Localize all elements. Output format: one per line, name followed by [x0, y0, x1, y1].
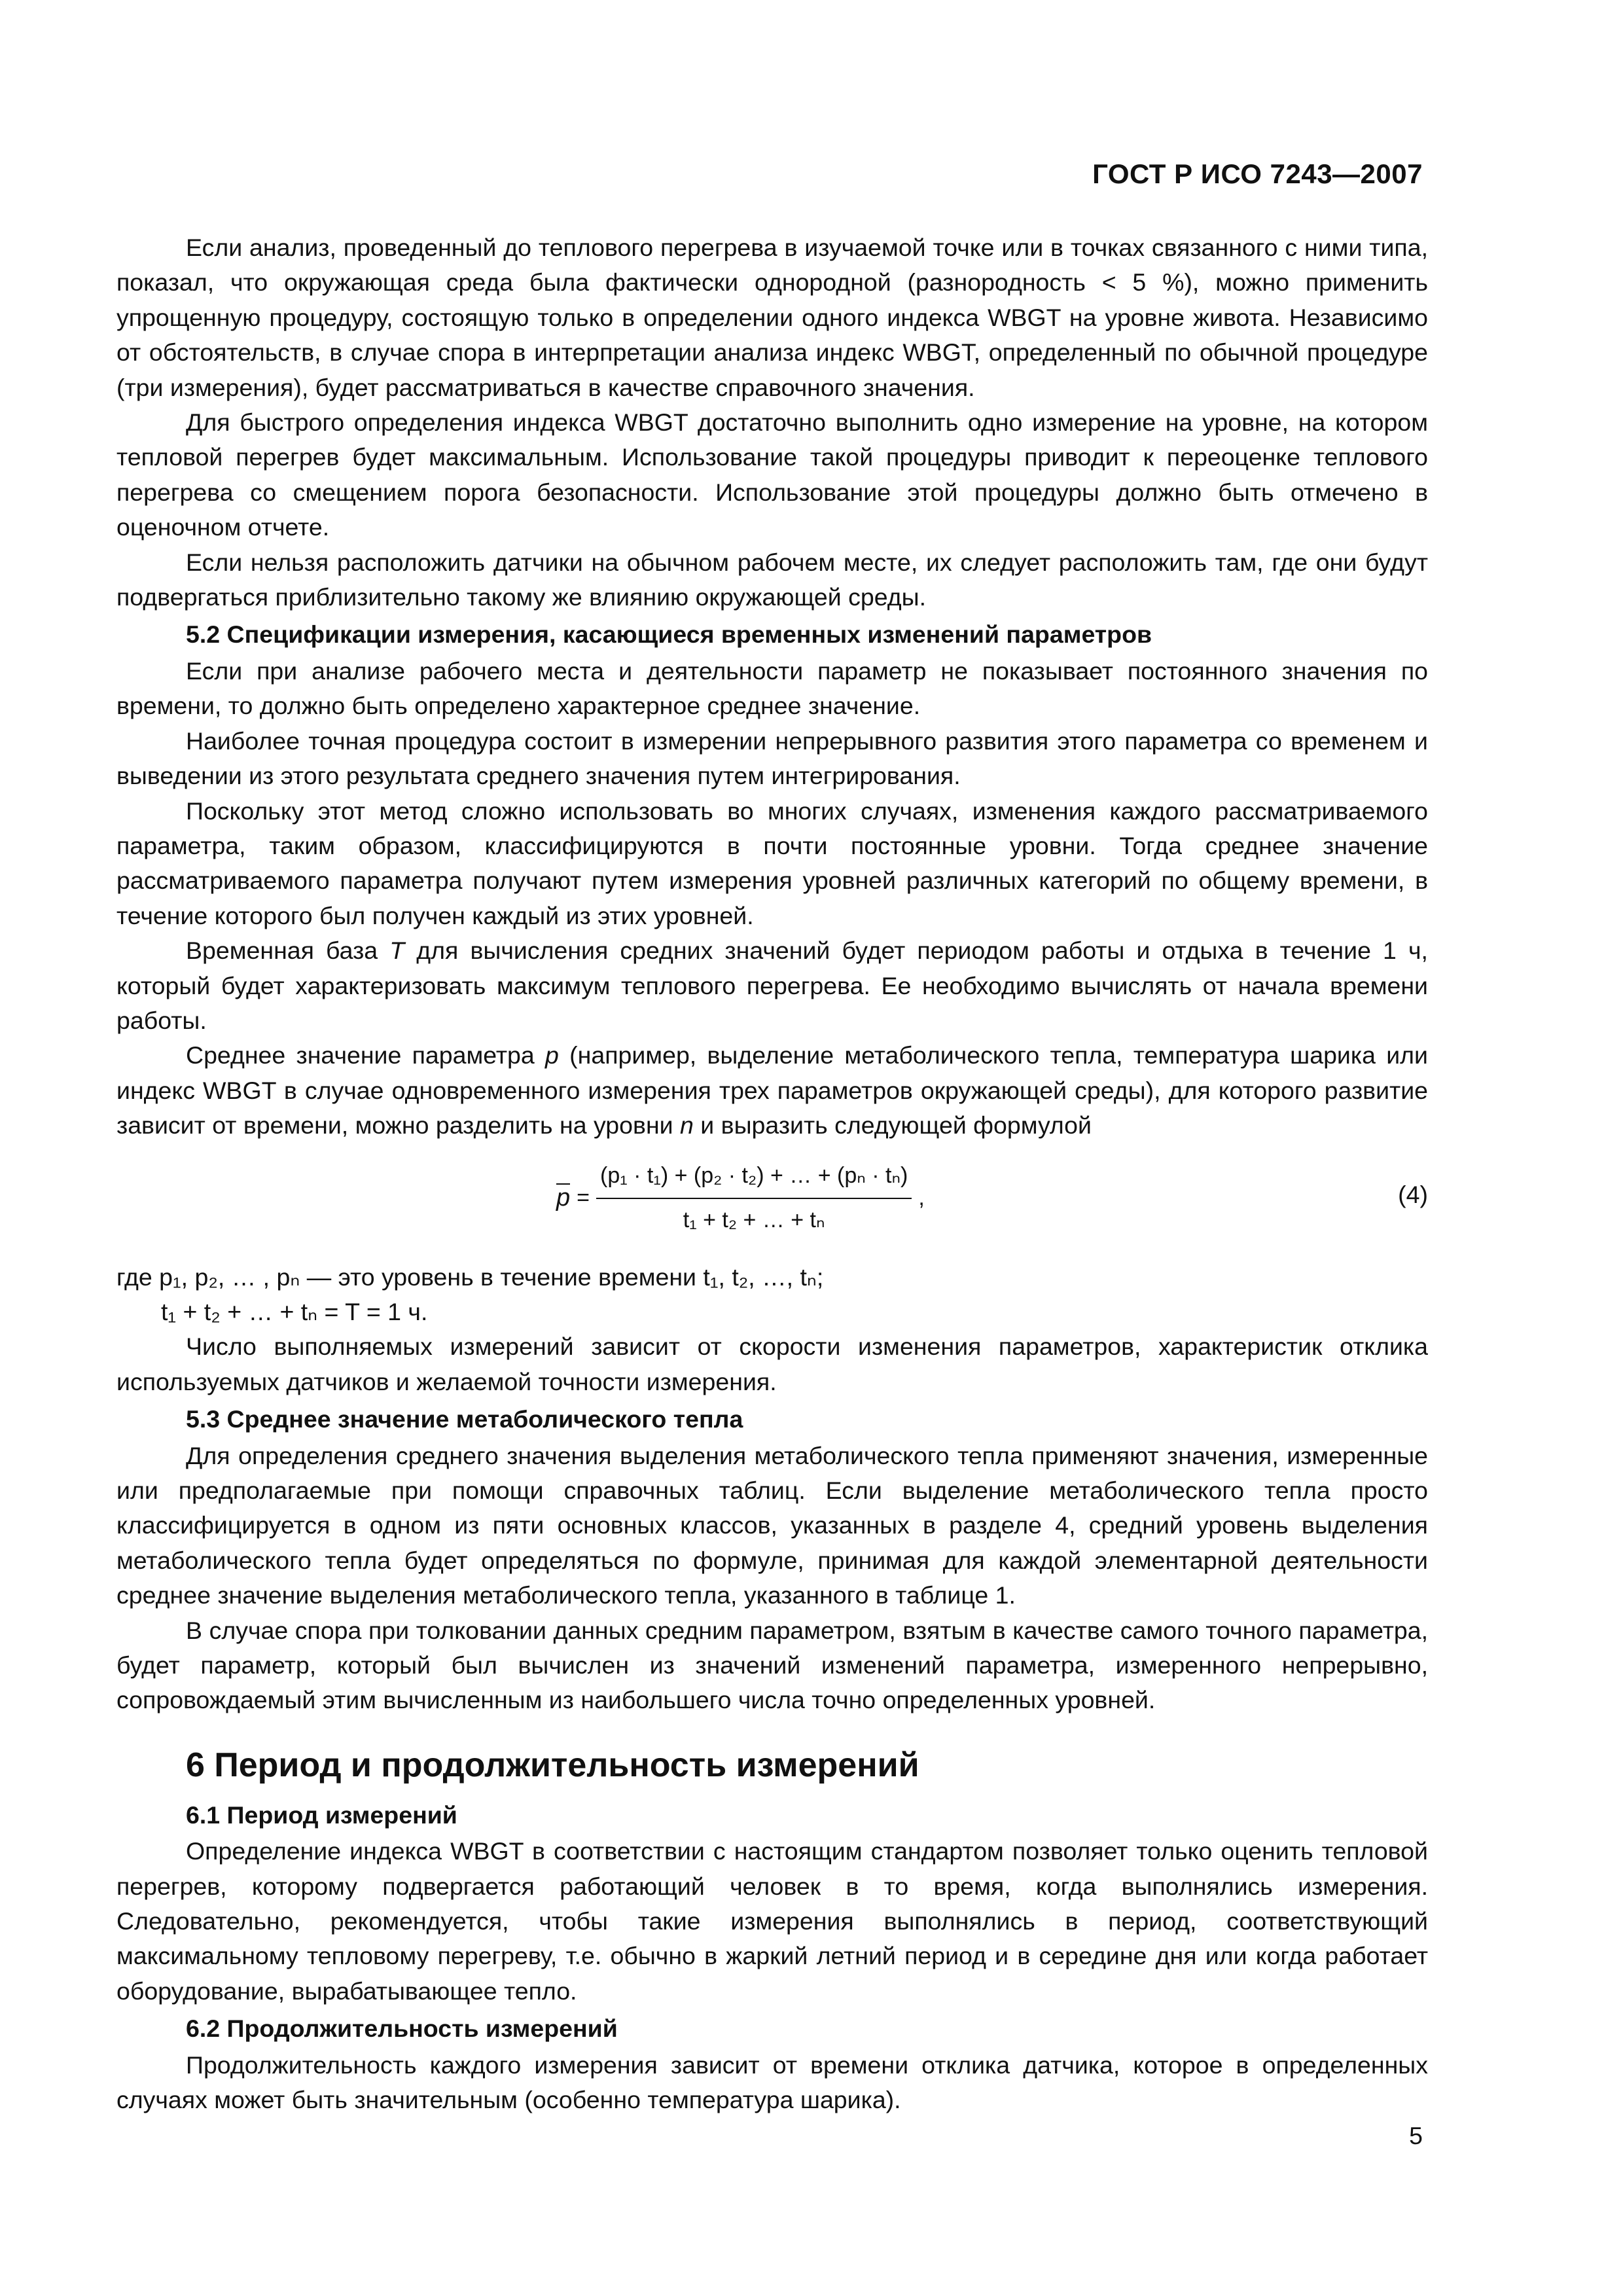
section-heading-6-1: 6.1 Период измерений [186, 1801, 457, 1829]
document-header: ГОСТ Р ИСО 7243—2007 [1092, 158, 1423, 189]
variable-T: T [389, 937, 405, 965]
document-body [116, 230, 1428, 2118]
formula-numerator: (p₁ · t₁) + (p₂ · t₂) + … + (pₙ · tₙ) [596, 1158, 912, 1198]
paragraph: Число выполняемых измерений зависит от скорости изменения параметров, характеристик отклика используемых датчиков и желаемой точности измерения. [116, 1333, 1428, 1395]
paragraph: Определение индекса WBGT в соответствии с настоящим стандартом позволяет только оценить тепловой перегрев, которому подвергается работающий человек в то время, когда выполнялись измерения. Следовательно, рекомендуется, чтобы такие измерения выполнялись в период, соответствующий максимальному тепловому перегреву, т.е. обычно в жаркий летний период и в середине дня или когда работает оборудование, вырабатывающее тепло. [116, 1837, 1428, 2005]
formula [556, 1153, 925, 1244]
paragraph: Если при анализе рабочего места и деятельности параметр не показывает постоянного значения по времени, то должно быть определено характерное среднее значение. [116, 656, 1428, 720]
text-run: и выразить следующей формулой [693, 1111, 1092, 1139]
paragraph [116, 933, 1428, 1038]
text-run: (например, выделение метаболического тепла, температура шарика или индекс WBGT в случае одновременного измерения трех параметров окружающей среды), для которого развитие зависит от времени, можно разделить на уровни [116, 1041, 1428, 1139]
text-run: Среднее значение параметра [186, 1041, 546, 1069]
paragraph: Для быстрого определения индекса WBGT достаточно выполнить одно измерение на уровне, на котором тепловой перегрев будет максимальным. Использование такой процедуры приводит к переоценке теплового перегрева со смещением порога безопасности. Использование этой процедуры должно быть отмечено в оценочном отчете. [116, 408, 1428, 541]
paragraph: Если анализ, проведенный до теплового перегрева в изучаемой точке или в точках связанного с ними типа, показал, что окружающая среда была фактически однородной (разнородность < 5 %), можно применить упрощенную процедуру, состоящую только в определении одного индекса WBGT на уровне живота. Независимо от обстоятельств, в случае спора в интерпретации анализа индекс WBGT, определенный по обычной процедуре (три измерения), будет рассматриваться в качестве справочного значения. [116, 234, 1428, 401]
paragraph: Если нельзя расположить датчики на обычном рабочем месте, их следует расположить там, где они будут подвергаться приблизительно такому же влиянию окружающей среды. [116, 548, 1428, 611]
formula-fraction [596, 1158, 912, 1238]
text-run: для вычисления средних значений будет периодом работы и отдыха в течение 1 ч, который будет характеризовать максимум теплового перегрева. Ее необходимо вычислять от начала времени работы. [116, 937, 1428, 1034]
page-number: 5 [1409, 2122, 1423, 2149]
paragraph: Поскольку этот метод сложно использовать во многих случаях, изменения каждого рассматриваемого параметра, таким образом, классифицируются в почти постоянные уровни. Тогда среднее значение рассматриваемого параметра получают путем измерения уровней различных категорий по общему времени, в течение которого был получен каждый из этих уровней. [116, 797, 1428, 929]
paragraph [116, 1038, 1428, 1143]
section-heading-6-2: 6.2 Продолжительность измерений [186, 2015, 618, 2043]
variable-n: n [680, 1111, 694, 1139]
paragraph: Продолжительность каждого измерения зависит от времени отклика датчика, которое в определенных случаях может быть значительным (особенно температура шарика). [116, 2051, 1428, 2114]
paragraph: Для определения среднего значения выделения метаболического тепла применяют значения, измеренные или предполагаемые при помощи справочных таблиц. Если выделение метаболического тепла просто классифицируется в одном из пяти основных классов, указанных в разделе 4, средний уровень выделения метаболического тепла будет определяться по формуле, принимая для каждой элементарной деятельности среднее значение выделения метаболического тепла, указанного в таблице 1. [116, 1441, 1428, 1609]
section-heading-5-2: 5.2 Спецификации измерения, касающиеся временных изменений параметров [186, 620, 1152, 649]
paragraph: Наиболее точная процедура состоит в измерении непрерывного развития этого параметра со временем и выведении из этого результата среднего значения путем интегрирования. [116, 726, 1428, 790]
section-heading-5-3: 5.3 Среднее значение метаболического тепла [186, 1405, 743, 1433]
formula-number: (4) [1398, 1180, 1428, 1208]
section-heading-6: 6 Период и продолжительность измерений [186, 1746, 919, 1784]
formula-where-line: t₁ + t₂ + … + tₙ = T = 1 ч. [161, 1297, 428, 1325]
text-run: Временная база [186, 937, 390, 965]
formula-equals: = [577, 1185, 590, 1210]
formula-where-line: где p₁, p₂, … , pₙ — это уровень в течение времени t₁, t₂, …, tₙ; [116, 1263, 824, 1291]
formula-block [116, 1153, 1428, 1251]
formula-lhs: p [556, 1181, 570, 1215]
formula-comma: , [918, 1185, 925, 1210]
formula-denominator: t₁ + t₂ + … + tₙ [683, 1207, 825, 1232]
variable-p: p [545, 1041, 559, 1069]
paragraph: В случае спора при толковании данных средним параметром, взятым в качестве самого точного параметра, будет параметр, который был вычислен из значений изменений параметра, измеренного непрерывно, сопровождаемый этим вычисленным из наибольшего числа точно определенных уровней. [116, 1616, 1428, 1714]
